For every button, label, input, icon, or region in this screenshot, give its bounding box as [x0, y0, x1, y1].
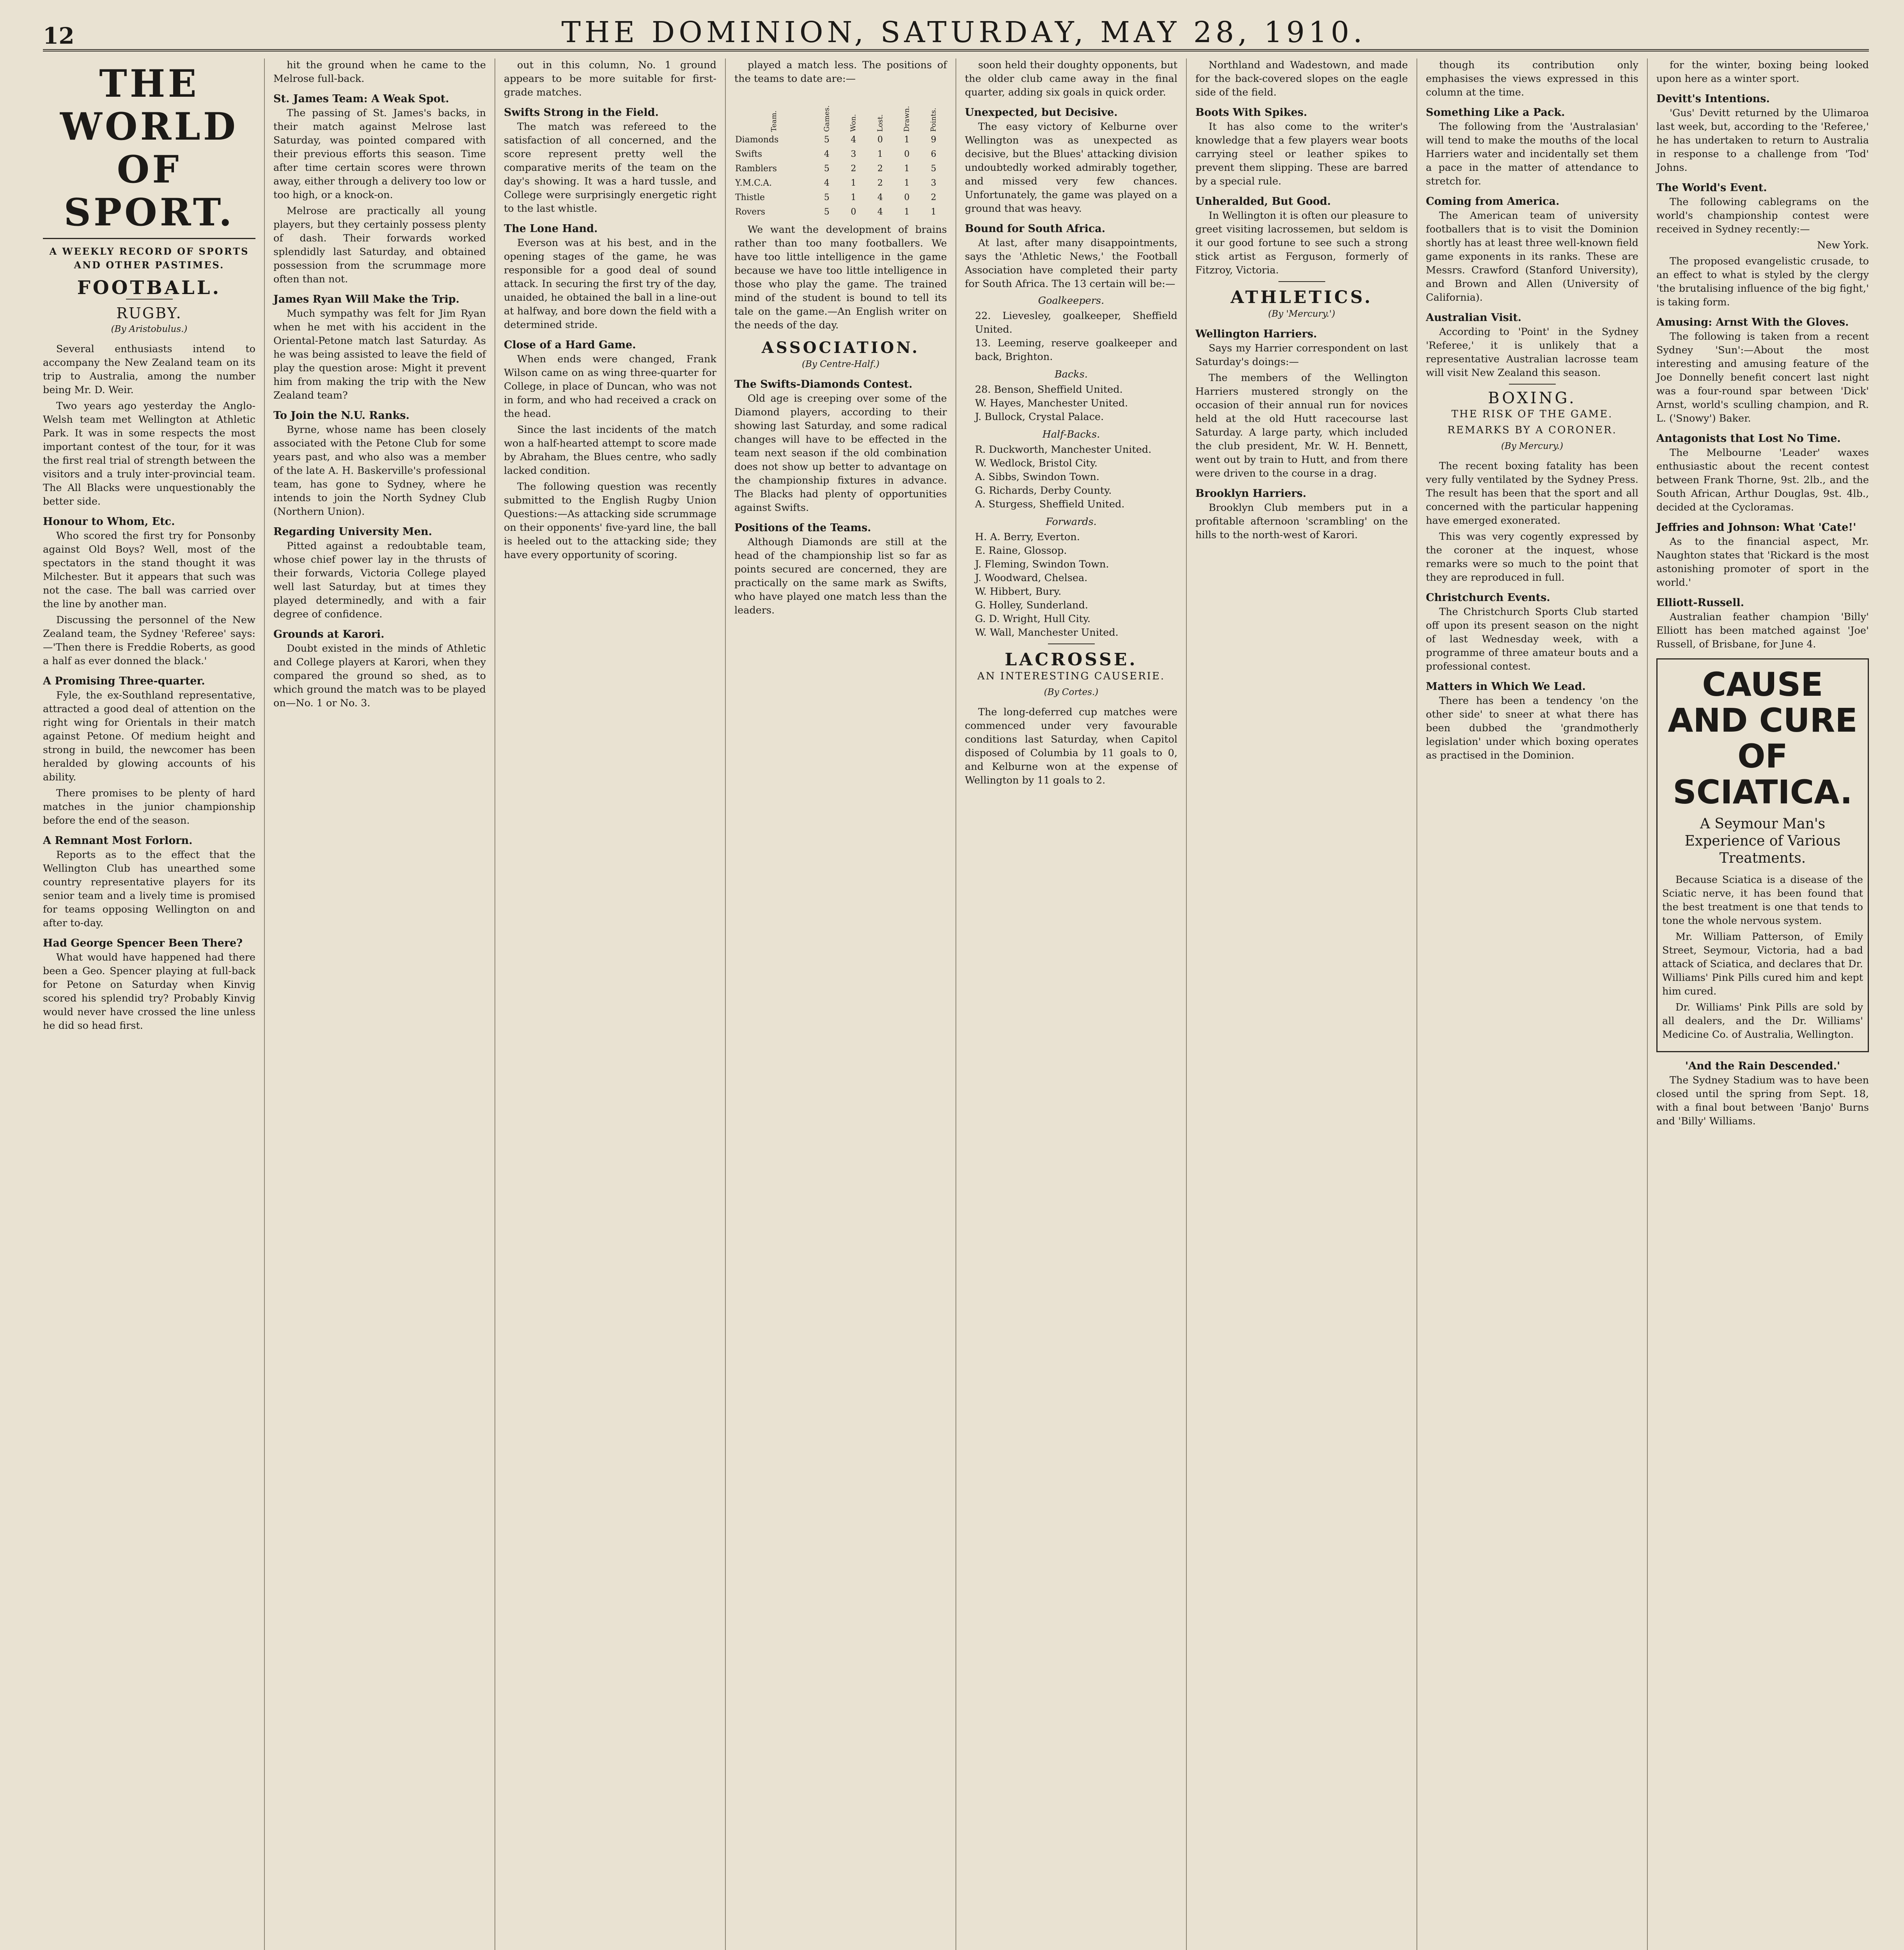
table-row: [734, 205, 947, 219]
paragraph: though its contribution only emphasises the views expressed in this column at the time.: [1426, 59, 1638, 98]
lacrosse-subtitle: AN INTERESTING CAUSERIE.: [977, 670, 1165, 682]
subheading: The Lone Hand.: [504, 223, 598, 235]
score-cell: 1: [904, 135, 910, 145]
subheading: Matters in Which We Lead.: [1426, 681, 1586, 693]
list-item: A. Sibbs, Swindon Town.: [975, 471, 1100, 483]
score-cell: 4: [851, 135, 856, 145]
score-cell: 1: [904, 178, 910, 188]
paragraph: Australian feather champion 'Billy' Elliott has been matched against 'Joe' Russell, of Brisbane, for June 4.: [1656, 611, 1869, 650]
list-item: J. Bullock, Crystal Palace.: [975, 411, 1104, 423]
divider: [1509, 384, 1556, 385]
table-row: [734, 133, 947, 147]
subheading: Australian Visit.: [1426, 312, 1522, 324]
paragraph: Since the last incidents of the match won a half-hearted attempt to score made by Abraham, the Blues centre, who sadly lacked condition.: [504, 424, 716, 477]
subheading: Unexpected, but Decisive.: [965, 106, 1118, 119]
score-cell: 1: [877, 149, 883, 159]
section-boxing: BOXING.: [1488, 389, 1576, 407]
subheading: Had George Spencer Been There?: [43, 937, 243, 949]
score-cell: 4: [877, 193, 883, 202]
table-body: [734, 133, 947, 219]
paragraph: Several enthusiasts intend to accompany the New Zealand team on its trip to Australia, among the number being Mr. D. Weir.: [43, 343, 255, 396]
subheading: Christchurch Events.: [1426, 592, 1550, 604]
subheading: Honour to Whom, Etc.: [43, 516, 175, 528]
championship-table: [734, 88, 947, 219]
list-item: J. Fleming, Swindon Town.: [975, 558, 1109, 570]
masthead: [43, 12, 1869, 51]
score-cell: 1: [851, 178, 856, 188]
subheading: James Ryan Will Make the Trip.: [273, 293, 460, 305]
column-2: [264, 58, 495, 1950]
subheading: Amusing: Arnst With the Gloves.: [1656, 316, 1849, 328]
team-list: [965, 530, 1177, 640]
section-football: FOOTBALL.: [77, 277, 222, 299]
table-row: [734, 147, 947, 161]
list-item: G. Holley, Sunderland.: [975, 599, 1089, 611]
column-8: [1647, 58, 1869, 1950]
subheading: Bound for South Africa.: [965, 223, 1106, 235]
paragraph: Dr. Williams' Pink Pills are sold by all dealers, and the Dr. Williams' Medicine Co. of Australia, Wellington.: [1662, 1002, 1863, 1041]
team-name-cell: Swifts: [735, 149, 762, 159]
paragraph: Fyle, the ex-Southland representative, attracted a good deal of attention on the right wing for Orientals in their match against Petone. Of medium height and strong in build, the newcomer has been heralded by glowing accounts of his ability.: [43, 690, 255, 783]
team-list: [965, 383, 1177, 424]
subheading: Jeffries and Johnson: What 'Cate!': [1656, 521, 1856, 534]
table-header: Won.: [849, 114, 858, 132]
ad-headline: CAUSE AND CURE OF SCIATICA.: [1668, 665, 1858, 811]
score-cell: 0: [877, 135, 883, 145]
score-cell: 2: [877, 178, 883, 188]
paragraph: Old age is creeping over some of the Diamond players, according to their showing last Saturday, and some radical changes will have to be effected in the team next season if the old combination does not show up better to advantage on the championship fixtures in advance. The Blacks had plenty of opportunities against Swifts.: [734, 393, 947, 514]
subheading: The World's Event.: [1656, 182, 1767, 194]
paragraph: In Wellington it is often our pleasure to greet visiting lacrossemen, but seldom is it our good fortune to see such a strong stick artist as Ferguson, formerly of Fitzroy, Victoria.: [1195, 210, 1408, 276]
table-header: Points.: [929, 108, 938, 132]
subsection-rugby: RUGBY.: [116, 305, 182, 322]
paragraph: It has also come to the writer's knowledge that a few players wear boots carrying steel or leather spikes to prevent them slipping. These are barred by a special rule.: [1195, 121, 1408, 187]
subheading: To Join the N.U. Ranks.: [273, 410, 410, 422]
team-group-heading: Forwards.: [1046, 516, 1097, 528]
team-list: [965, 309, 1177, 364]
paragraph: The American team of university footballers that is to visit the Dominion shortly has at least three well-known field game exponents in its ranks. These are Messrs. Crawford (Stanford University), and Brown and Allen (University of California).: [1426, 210, 1638, 303]
paragraph: Everson was at his best, and in the opening stages of the game, he was responsible for a good deal of sound attack. In securing the first try of the day, unaided, he obtained the ball in a line-out at halfway, and bore down the field with a determined stride.: [504, 237, 716, 331]
paper-dateline: THE DOMINION, SATURDAY, MAY 28, 1910.: [561, 16, 1366, 49]
list-item: W. Wall, Manchester United.: [975, 627, 1119, 638]
column-1: [43, 58, 264, 1950]
paragraph: What would have happened had there been a Geo. Spencer playing at full-back for Petone on Saturday when Kinvig scored his splendid try? Probably Kinvig would never have crossed the line unless he did so head first.: [43, 952, 255, 1032]
paragraph: soon held their doughty opponents, but the older club came away in the final quarter, adding six goals in quick order.: [965, 59, 1177, 98]
ad-subheadline: A Seymour Man's Experience of Various Treatments.: [1684, 816, 1841, 866]
subheading: Regarding University Men.: [273, 526, 432, 538]
team-group-heading: Backs.: [1055, 369, 1088, 380]
paragraph: The proposed evangelistic crusade, to an effect to what is styled by the clergy 'the brutalising influence of the big fight,' is taking form.: [1656, 255, 1869, 308]
paragraph: This was very cogently expressed by the coroner at the inquest, whose remarks were so much to the point that they are reproduced in full.: [1426, 531, 1638, 583]
list-item: G. D. Wright, Hull City.: [975, 613, 1091, 625]
subheading: Close of a Hard Game.: [504, 339, 636, 351]
team-group-heading: Half-Backs.: [1042, 429, 1100, 440]
table-header: Team.: [769, 110, 778, 132]
subheading: St. James Team: A Weak Spot.: [273, 93, 449, 105]
table-header: Games.: [823, 105, 831, 132]
paragraph: Two years ago yesterday the Anglo-Welsh team met Wellington at Athletic Park. It was in some respects the most important contest of the tour, for it was the first real trial of strength between the visitors and a truly inter-provincial team. The All Blacks were unquestionably the better side.: [43, 400, 255, 507]
score-cell: 1: [904, 207, 910, 217]
boxing-subtitle: THE RISK OF THE GAME.: [1451, 408, 1613, 420]
list-item: J. Woodward, Chelsea.: [975, 572, 1088, 584]
boxing-subtitle-2: REMARKS BY A CORONER.: [1447, 424, 1617, 436]
score-cell: 5: [824, 164, 830, 174]
subheading: Elliott-Russell.: [1656, 597, 1744, 609]
list-item: R. Duckworth, Manchester United.: [975, 444, 1152, 456]
column-3: [495, 58, 725, 1950]
subheading: Wellington Harriers.: [1195, 328, 1317, 340]
team-group-heading: Goalkeepers.: [1038, 295, 1104, 307]
score-cell: 3: [851, 149, 856, 159]
paragraph: Pitted against a redoubtable team, whose chief power lay in the thrusts of their forwards, Victoria College played well last Saturday, but at times they played determinedly, and with a fair degree of confidence.: [273, 540, 486, 620]
list-item: W. Wedlock, Bristol City.: [975, 457, 1098, 469]
subheading: 'And the Rain Descended.': [1685, 1060, 1840, 1072]
list-item: W. Hayes, Manchester United.: [975, 397, 1128, 409]
section-association: ASSOCIATION.: [761, 339, 920, 357]
score-cell: 5: [824, 207, 830, 217]
paragraph: Doubt existed in the minds of Athletic and College players at Karori, when they compared the ground so shed, as to which ground the match was to be played on—No. 1 or No. 3.: [273, 643, 486, 709]
paragraph: The members of the Wellington Harriers mustered strongly on the occasion of their annual run for novices held at the old Hutt racecourse last Saturday. A large party, which included the club president, Mr. W. H. Bennett, went out by train to Hutt, and from there were driven to the course in a drag.: [1195, 372, 1408, 479]
score-cell: 4: [824, 149, 830, 159]
sciatica-advertisement: [1656, 658, 1869, 1052]
paragraph: Brooklyn Club members put in a profitable afternoon 'scrambling' on the hills to the north-west of Karori.: [1195, 502, 1408, 541]
paragraph: for the winter, boxing being looked upon here as a winter sport.: [1656, 59, 1869, 85]
paragraph: Although Diamonds are still at the head of the championship list so far as points secured are concerned, they are practically on the same mark as Swifts, who have played one match less than the leaders.: [734, 536, 947, 616]
paragraph: We want the development of brains rather than too many footballers. We have too little intelligence in the game because we have too little intelligence in those who play the game. The trained mind of the student is bound to tell its tale on the game.—An English writer on the needs of the day.: [734, 224, 947, 331]
divider: [126, 299, 173, 300]
team-name-cell: Rovers: [735, 207, 766, 217]
score-cell: 4: [877, 207, 883, 217]
score-cell: 0: [904, 193, 910, 202]
paragraph: The following cablegrams on the world's championship contest were received in Sydney recently:—: [1656, 196, 1869, 235]
column-5: [956, 58, 1186, 1950]
score-cell: 2: [877, 164, 883, 174]
paragraph: When ends were changed, Frank Wilson came on as wing three-quarter for College, in place of Duncan, who was not in form, and who had received a crack on the head.: [504, 353, 716, 420]
column-4: [725, 58, 956, 1950]
page-strapline: A WEEKLY RECORD OF SPORTS AND OTHER PASTIMES.: [49, 246, 249, 271]
score-cell: 2: [931, 193, 936, 202]
table-row: [734, 176, 947, 190]
page-title: THE WORLD OF SPORT.: [43, 58, 255, 239]
paragraph: Reports as to the effect that the Wellington Club has unearthed some country representative players for its senior team and a lively time is promised for teams opposing Wellington on and after to-day.: [43, 849, 255, 929]
subheading: Brooklyn Harriers.: [1195, 488, 1307, 500]
score-cell: 6: [931, 149, 936, 159]
paragraph: The recent boxing fatality has been very fully ventilated by the Sydney Press. The result has been that the sport and all concerned with the particular happening have emerged exonerated.: [1426, 460, 1638, 526]
paragraph: Because Sciatica is a disease of the Sciatic nerve, it has been found that the best treatment is one that tends to tone the whole nervous system.: [1662, 874, 1863, 927]
score-cell: 3: [931, 178, 936, 188]
columns: [43, 58, 1869, 1950]
subheading: Something Like a Pack.: [1426, 106, 1565, 119]
score-cell: 2: [851, 164, 856, 174]
paragraph: The Sydney Stadium was to have been closed until the spring from Sept. 18, with a final bout between 'Banjo' Burns and 'Billy' Williams.: [1656, 1074, 1869, 1127]
team-name-cell: Diamonds: [735, 135, 779, 145]
paragraph: Byrne, whose name has been closely associated with the Petone Club for some years past, and who also was a member of the late A. H. Baskerville's professional team, has gone to Sydney, where he intends to join the North Sydney Club (Northern Union).: [273, 424, 486, 518]
score-cell: 1: [904, 164, 910, 174]
byline: (By Aristobulus.): [111, 324, 188, 334]
score-cell: 5: [931, 164, 936, 174]
divider: [1278, 281, 1325, 282]
table-row: [734, 190, 947, 205]
subheading: Positions of the Teams.: [734, 522, 871, 534]
list-item: 28. Benson, Sheffield United.: [975, 384, 1123, 395]
table-header: Lost.: [876, 114, 885, 132]
team-name-cell: Y.M.C.A.: [735, 178, 772, 188]
paragraph: The match was refereed to the satisfaction of all concerned, and the score represent pretty well the comparative merits of the team on the day's showing. It was a hard tussle, and College were surprisingly energetic right to the last whistle.: [504, 121, 716, 214]
list-item: A. Sturgess, Sheffield United.: [975, 498, 1125, 510]
paragraph: The Melbourne 'Leader' waxes enthusiastic about the recent contest between Frank Thorne, 9st. 2lb., and the South African, Arthur Douglas, 9st. 4lb., decided at the Cycloramas.: [1656, 447, 1869, 513]
list-item: G. Richards, Derby County.: [975, 485, 1112, 496]
list-item: 22. Lievesley, goalkeeper, Sheffield United.: [975, 310, 1177, 335]
list-item: E. Raine, Glossop.: [975, 545, 1067, 557]
page-number: 12: [43, 23, 74, 49]
score-cell: 1: [851, 193, 856, 202]
paragraph: Much sympathy was felt for Jim Ryan when he met with his accident in the Oriental-Petone match last Saturday. As he was being assisted to leave the field of play the question arose: Might it prevent him from making the trip with the New Zealand team?: [273, 308, 486, 401]
score-cell: 5: [824, 193, 830, 202]
score-cell: 0: [904, 149, 910, 159]
paragraph: Mr. William Patterson, of Emily Street, Seymour, Victoria, had a bad attack of Sciatica, and declares that Dr. Williams' Pink Pills cured him and kept him cured.: [1662, 931, 1863, 997]
table-row: [734, 161, 947, 176]
subheading: A Promising Three-quarter.: [43, 675, 205, 687]
paragraph: At last, after many disappointments, says the 'Athletic News,' the Football Association have completed their party for South Africa. The 13 certain will be:—: [965, 237, 1177, 290]
paragraph: The easy victory of Kelburne over Wellington was as unexpected as decisive, but the Blues' attacking division undoubtedly worked admirably together, and missed very few chances. Unfortunately, the game was played on a ground that was heavy.: [965, 121, 1177, 214]
list-item: W. Hibbert, Bury.: [975, 586, 1062, 597]
byline: (By Centre-Half.): [802, 359, 879, 369]
section-athletics: ATHLETICS.: [1230, 287, 1373, 307]
team-name-cell: Ramblers: [735, 164, 777, 174]
score-cell: 9: [931, 135, 936, 145]
paragraph: The passing of St. James's backs, in their match against Melrose last Saturday, was pointed compared with their previous efforts this season. Time after time certain scores were thrown away, either through a delivery too low or too high, or a knock-on.: [273, 107, 486, 201]
subheading: Grounds at Karori.: [273, 628, 385, 640]
paragraph: out in this column, No. 1 ground appears to be more suitable for first-grade matches.: [504, 59, 716, 98]
team-list: [965, 443, 1177, 511]
paragraph: Who scored the first try for Ponsonby against Old Boys? Well, most of the spectators in the stand thought it was Milchester. But it appears that such was not the case. The ball was carried over the line by another man.: [43, 530, 255, 610]
paragraph: Northland and Wadestown, and made for the back-covered slopes on the eagle side of the field.: [1195, 59, 1408, 98]
subheading: The Swifts-Diamonds Contest.: [734, 378, 913, 390]
subheading: A Remnant Most Forlorn.: [43, 835, 193, 847]
subheading: Devitt's Intentions.: [1656, 93, 1770, 105]
paragraph: There has been a tendency 'on the other side' to sneer at what there has been dubbed the 'grandmotherly legislation' under which boxing operates as practised in the Dominion.: [1426, 695, 1638, 761]
paragraph: The Christchurch Sports Club started off upon its present season on the night of last Wednesday week, with a programme of three amateur bouts and a professional contest.: [1426, 606, 1638, 672]
subheading: Boots With Spikes.: [1195, 106, 1307, 119]
paragraph: Melrose are practically all young players, but they certainly possess plenty of dash. Their forwards worked splendidly last Saturday, and obtained possession from the scrummage more often than not.: [273, 205, 486, 285]
score-cell: 1: [931, 207, 936, 217]
dateline: New York.: [1817, 239, 1869, 251]
table-header-row: [734, 88, 947, 133]
paragraph: The following question was recently submitted to the English Rugby Union Questions:—As attacking side scrummage on their opponents' five-yard line, the ball is heeled out to the attacking side; they have every opportunity of scoring.: [504, 481, 716, 561]
paragraph: The long-deferred cup matches were commenced under very favourable conditions last Saturday, when Capitol disposed of Columbia by 11 goals to 0, and Kelburne won at the expense of Wellington by 11 goals to 2.: [965, 706, 1177, 786]
byline: (By 'Mercury.'): [1268, 309, 1335, 319]
paragraph: Discussing the personnel of the New Zealand team, the Sydney 'Referee' says:—'Then there is Freddie Roberts, as good a half as ever donned the black.': [43, 614, 255, 667]
list-item: H. A. Berry, Everton.: [975, 531, 1080, 543]
byline: (By Cortes.): [1044, 687, 1099, 697]
score-cell: 5: [824, 135, 830, 145]
list-item: 13. Leeming, reserve goalkeeper and back, Brighton.: [975, 337, 1177, 363]
column-6: [1186, 58, 1416, 1950]
paragraph: There promises to be plenty of hard matches in the junior championship before the end of the season.: [43, 787, 255, 826]
paragraph: Says my Harrier correspondent on last Saturday's doings:—: [1195, 342, 1408, 368]
team-name-cell: Thistle: [735, 193, 765, 202]
score-cell: 4: [824, 178, 830, 188]
score-cell: 0: [851, 207, 856, 217]
subheading: Unheralded, But Good.: [1195, 195, 1331, 207]
subheading: Coming from America.: [1426, 195, 1560, 207]
paragraph: According to 'Point' in the Sydney 'Referee,' it is unlikely that a representative Australian lacrosse team will visit New Zealand this season.: [1426, 326, 1638, 379]
paragraph: played a match less. The positions of the teams to date are:—: [734, 59, 947, 85]
column-7: [1416, 58, 1647, 1950]
byline: (By Mercury.): [1501, 441, 1564, 451]
table-header: Drawn.: [902, 106, 911, 132]
paragraph: The following is taken from a recent Sydney 'Sun':—About the most interesting and amusing feature of the Joe Donnelly benefit concert last night was a four-round spar between 'Dick' Arnst, world's sculling champion, and R. L. ('Snowy') Baker.: [1656, 331, 1869, 424]
subheading: Swifts Strong in the Field.: [504, 106, 659, 119]
subheading: Antagonists that Lost No Time.: [1656, 433, 1841, 445]
paragraph: hit the ground when he came to the Melrose full-back.: [273, 59, 486, 85]
paragraph: 'Gus' Devitt returned by the Ulimaroa last week, but, according to the 'Referee,' he has undertaken to return to Australia in response to a challenge from 'Tod' Johns.: [1656, 107, 1869, 174]
paragraph: The following from the 'Australasian' will tend to make the mouths of the local Harriers water and incidentally set them a pace in the matter of attendance to stretch for.: [1426, 121, 1638, 187]
section-lacrosse: LACROSSE.: [1005, 650, 1138, 670]
paragraph: As to the financial aspect, Mr. Naughton states that 'Rickard is the most astonishing promoter of sport in the world.': [1656, 536, 1869, 589]
